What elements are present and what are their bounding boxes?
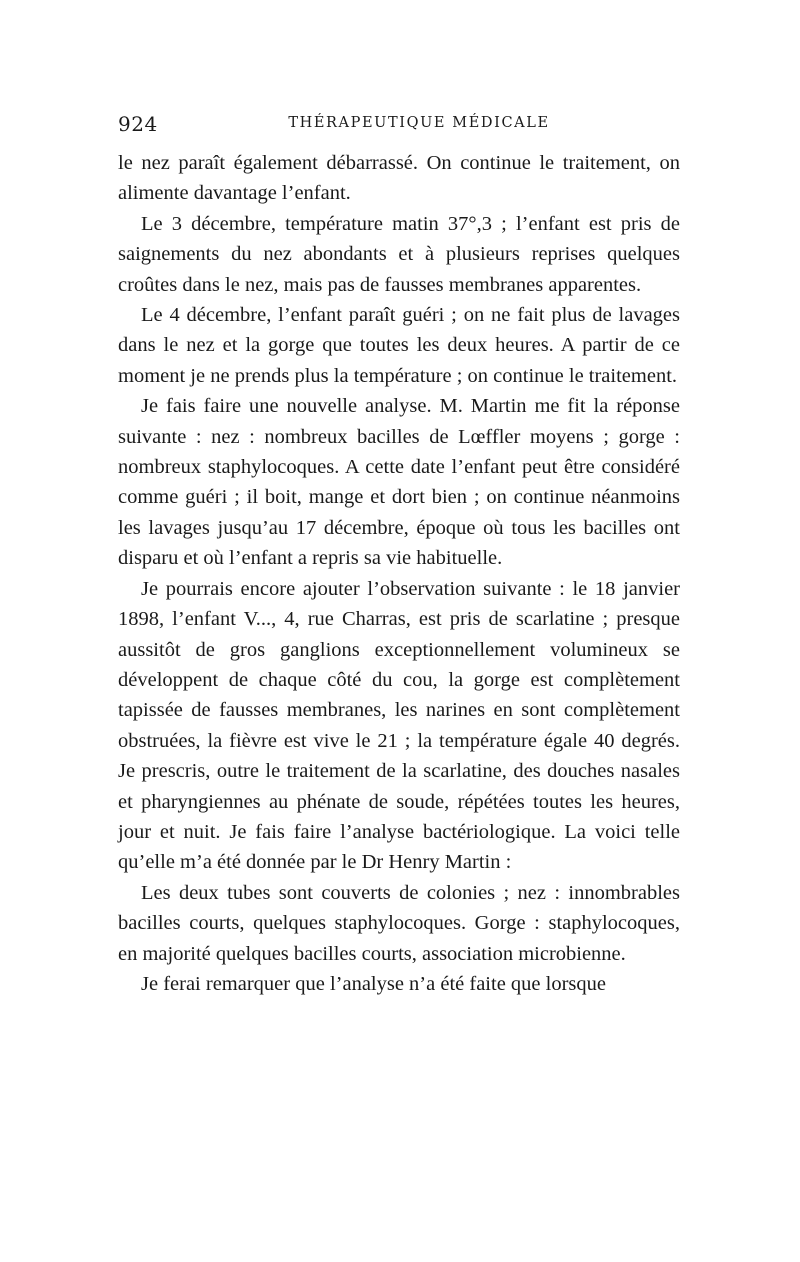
- paragraph: Je fais faire une nouvelle analyse. M. Martin me fit la réponse suivante : nez : nombreux bacilles de Lœffler moyens ; gorge : nombreux staphylocoques. A cette date l’enfant peut être considéré comme guéri ; il boit, mange et dort bien ; on continue néanmoins les lavages jusqu’au 17 décembre, époque où tous les bacilles ont disparu et où l’enfant a repris sa vie habituelle.: [118, 395, 680, 570]
- paragraph: Le 4 décembre, l’enfant paraît guéri ; on ne fait plus de lavages dans le nez et la gorge que toutes les deux heures. A partir de ce moment je ne prends plus la température ; on continue le traitement.: [118, 304, 680, 387]
- book-page: [118, 112, 680, 999]
- page-number: 924: [118, 112, 158, 136]
- body-text: [118, 148, 680, 999]
- page-header: [118, 112, 680, 138]
- paragraph: Je ferai remarquer que l’analyse n’a été faite que lorsque: [141, 972, 606, 995]
- paragraph: Les deux tubes sont couverts de colonies ; nez : innombrables bacilles courts, quelques staphylocoques. Gorge : staphylocoques, en majorité quelques bacilles courts, association microbienne.: [118, 881, 680, 965]
- paragraph: Le 3 décembre, température matin 37°,3 ; l’enfant est pris de saignements du nez abondants et à plusieurs reprises quelques croûtes dans le nez, mais pas de fausses membranes apparentes.: [118, 212, 680, 296]
- running-title: THÉRAPEUTIQUE MÉDICALE: [288, 115, 550, 131]
- paragraph: le nez paraît également débarrassé. On continue le traitement, on alimente davantage l’enfant.: [118, 152, 680, 205]
- paragraph: Je pourrais encore ajouter l’observation suivante : le 18 janvier 1898, l’enfant V..., 4, rue Charras, est pris de scarlatine ; presque aussitôt de gros ganglions exceptionnellement volumineux se développent de chaque côté du cou, la gorge est complètement tapissée de fausses membranes, les narines en sont complètement obstruées, la fièvre est vive le 21 ; la température égale 40 degrés. Je prescris, outre le traitement de la scarlatine, des douches nasales et pharyngiennes au phénate de soude, répétées toutes les heures, jour et nuit. Je fais faire l’analyse bactériologique. La voici telle qu’elle m’a été donnée par le Dr Henry Martin :: [118, 577, 680, 874]
